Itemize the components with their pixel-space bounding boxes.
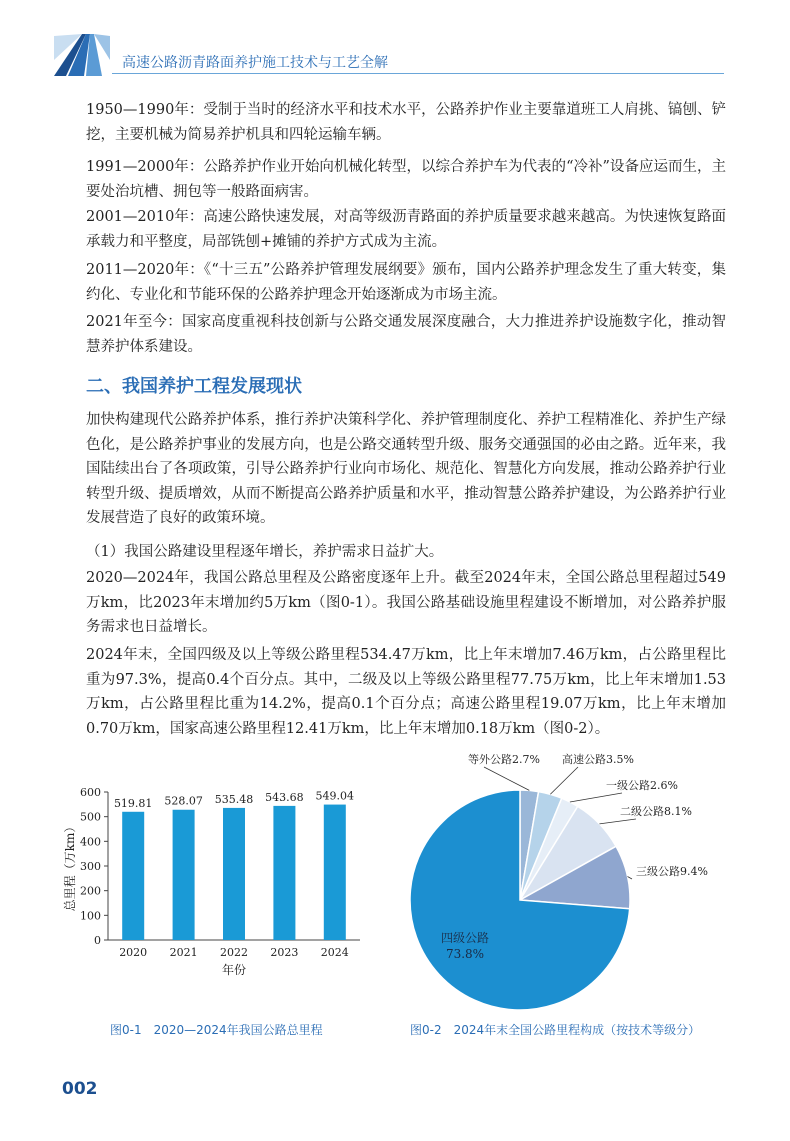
pie-chart-road-composition — [380, 745, 740, 1015]
bar-chart-caption: 图0-1 2020—2024年我国公路总里程 — [110, 1023, 323, 1037]
bar-chart-x-axis-label: 年份 — [221, 963, 247, 977]
bar-2024 — [324, 805, 346, 940]
pie-label-三级公路: 三级公路9.4% — [636, 865, 708, 878]
pie-label-一级公路: 一级公路2.6% — [606, 779, 678, 792]
section-heading: 二、我国养护工程发展现状 — [86, 376, 302, 397]
bar-chart-y-tick-label: 600 — [80, 786, 101, 799]
pie-label-高速公路: 高速公路3.5% — [562, 753, 634, 766]
paragraph-1950-1990: 1950—1990年：受制于当时的经济水平和技术水平，公路养护作业主要靠道班工人肩挑、镐刨、铲挖，主要机械为简易养护机具和四轮运输车辆。 — [86, 102, 726, 143]
book-logo-icon — [54, 30, 110, 76]
body-paragraph-grades: 2024年末，全国四级及以上等级公路里程534.47万km，比上年末增加7.46万km，占公路里程比重为97.3%，提高0.4个百分点。其中，二级及以上等级公路里程77.75万km，比上年末增加1.53万km，占公路里程比重为14.2%，提高0.1个百分点；高速公路里程19.07万km，比上年末增加0.70万km，国家高速公路里程12.41万km，比上年末增加0.18万km（图0-2）。 — [86, 647, 726, 737]
bar-chart-x-tick-label: 2022 — [220, 946, 248, 959]
running-header-title: 高速公路沥青路面养护施工技术与工艺全解 — [122, 55, 388, 71]
bar-value-label: 519.81 — [113, 796, 153, 810]
bar-chart-x-tick-label: 2021 — [169, 946, 198, 959]
bar-value-label: 549.04 — [315, 789, 355, 803]
bar-2022 — [223, 808, 245, 940]
pie-label-四级公路: 四级公路 — [440, 931, 490, 945]
pie-label-等外公路: 等外公路2.7% — [468, 753, 540, 766]
bar-chart-y-tick-label: 0 — [94, 934, 101, 947]
body-paragraph-mileage: 2020—2024年，我国公路总里程及公路密度逐年上升。截至2024年末，全国公路总里程超过549万km，比2023年末增加约5万km（图0-1）。我国公路基础设施里程建设不断增加，对公路养护服务需求也日益增长。 — [86, 570, 726, 635]
paragraph-2011-2020: 2011—2020年：《“十三五”公路养护管理发展纲要》颁布，国内公路养护理念发生了重大转变，集约化、专业化和节能环保的公路养护理念开始逐渐成为市场主流。 — [86, 262, 726, 303]
bar-chart-y-tick-label: 100 — [80, 909, 101, 923]
pie-leader-line — [550, 767, 578, 794]
bar-value-label: 535.48 — [214, 792, 254, 806]
bar-chart-x-tick-label: 2024 — [320, 946, 349, 959]
bar-chart-total-mileage — [60, 780, 380, 980]
bar-chart-y-axis-label: 总里程（万km） — [63, 820, 77, 912]
bar-chart-y-tick-label: 300 — [80, 860, 101, 873]
pie-leader-line — [484, 767, 529, 790]
bar-2021 — [173, 810, 195, 940]
paragraph-2001-2010: 2001—2010年：高速公路快速发展，对高等级沥青路面的养护质量要求越来越高。为快速恢复路面承载力和平整度，局部铣刨+摊铺的养护方式成为主流。 — [86, 209, 726, 250]
body-point-1: （1）我国公路建设里程逐年增长，养护需求日益扩大。 — [86, 544, 444, 560]
paragraph-2021-now: 2021年至今：国家高度重视科技创新与公路交通发展深度融合，大力推进养护设施数字化，推动智慧养护体系建设。 — [86, 314, 726, 355]
header-divider — [112, 73, 724, 74]
bar-chart-y-tick-label: 500 — [80, 810, 101, 824]
pie-leader-line — [599, 819, 636, 824]
bar-2023 — [273, 806, 295, 940]
pie-label-二级公路: 二级公路8.1% — [620, 805, 692, 818]
bar-chart-x-tick-label: 2020 — [119, 946, 148, 959]
pie-value-四级公路: 73.8% — [445, 947, 485, 961]
bar-2020 — [122, 812, 144, 940]
paragraph-1991-2000: 1991—2000年：公路养护作业开始向机械化转型，以综合养护车为代表的“冷补”设备应运而生，主要处治坑槽、拥包等一般路面病害。 — [86, 159, 726, 200]
body-paragraph-intro: 加快构建现代公路养护体系，推行养护决策科学化、养护管理制度化、养护工程精准化、养护生产绿色化，是公路养护事业的发展方向，也是公路交通转型升级、服务交通强国的必由之路。近年来，我国陆续出台了各项政策，引导公路养护行业向市场化、规范化、智慧化方向发展，推动公路养护行业转型升级、提质增效，从而不断提高公路养护质量和水平，推动智慧公路养护建设，为公路养护行业发展营造了良好的政策环境。 — [86, 412, 726, 526]
bar-value-label: 543.68 — [265, 790, 304, 804]
pie-leader-line — [570, 793, 622, 802]
bar-chart-y-tick-label: 200 — [80, 884, 101, 898]
pie-chart-caption: 图0-2 2024年末全国公路里程构成（按技术等级分） — [410, 1023, 701, 1037]
bar-value-label: 528.07 — [164, 794, 203, 808]
page-number: 002 — [62, 1079, 98, 1099]
bar-chart-y-tick-label: 400 — [80, 835, 101, 849]
bar-chart-x-tick-label: 2023 — [270, 946, 299, 959]
